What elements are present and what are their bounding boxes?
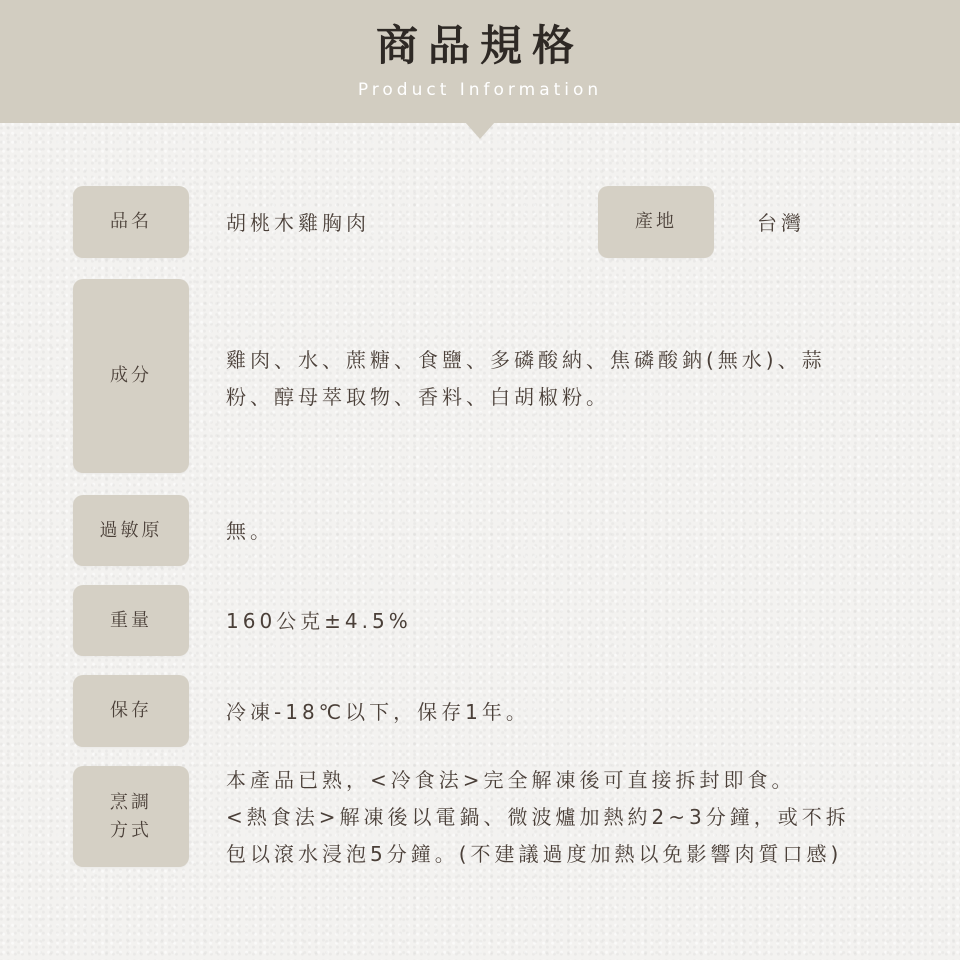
ingredients-line: 粉、醇母萃取物、香料、白胡椒粉。 (226, 385, 610, 409)
weight-label (73, 585, 189, 656)
page-title: 商品規格 (375, 21, 584, 70)
ingredients-line: 雞肉、水、蔗糖、食鹽、多磷酸納、焦磷酸鈉(無水)、蒜 (226, 348, 826, 372)
header-banner (0, 0, 960, 123)
allergen-value: 無。 (226, 519, 274, 543)
allergen-label (73, 495, 189, 566)
ingredients-label (73, 279, 189, 473)
cooking-line: <熱食法>解凍後以電鍋、微波爐加熱約2~3分鐘，或不拆 (226, 805, 850, 829)
header-pointer-icon (465, 122, 495, 139)
cooking-label (73, 766, 189, 867)
ingredients-value (226, 342, 906, 416)
cooking-value (226, 762, 906, 873)
ingredients-label-text: 成分 (110, 365, 152, 386)
cooking-line: 本產品已熟，<冷食法>完全解凍後可直接拆封即食。 (226, 768, 796, 792)
origin-value: 台灣 (757, 211, 805, 235)
storage-value: 冷凍-18℃以下，保存1年。 (226, 700, 530, 724)
cooking-label-line: 方式 (110, 819, 152, 841)
cooking-line: 包以滾水浸泡5分鐘。(不建議過度加熱以免影響肉質口感) (226, 842, 843, 866)
product-name-label (73, 186, 189, 258)
cooking-label-line: 烹調 (110, 791, 152, 813)
product-name-value: 胡桃木雞胸肉 (226, 211, 370, 235)
page-subtitle: Product Information (357, 80, 603, 100)
weight-value: 160公克±4.5% (226, 609, 412, 633)
storage-label-text: 保存 (110, 700, 152, 721)
origin-label (598, 186, 714, 258)
product-name-label-text: 品名 (110, 211, 152, 232)
allergen-label-text: 過敏原 (99, 519, 163, 541)
weight-label-text: 重量 (110, 609, 152, 631)
storage-label (73, 675, 189, 747)
origin-label-text: 產地 (635, 211, 677, 232)
